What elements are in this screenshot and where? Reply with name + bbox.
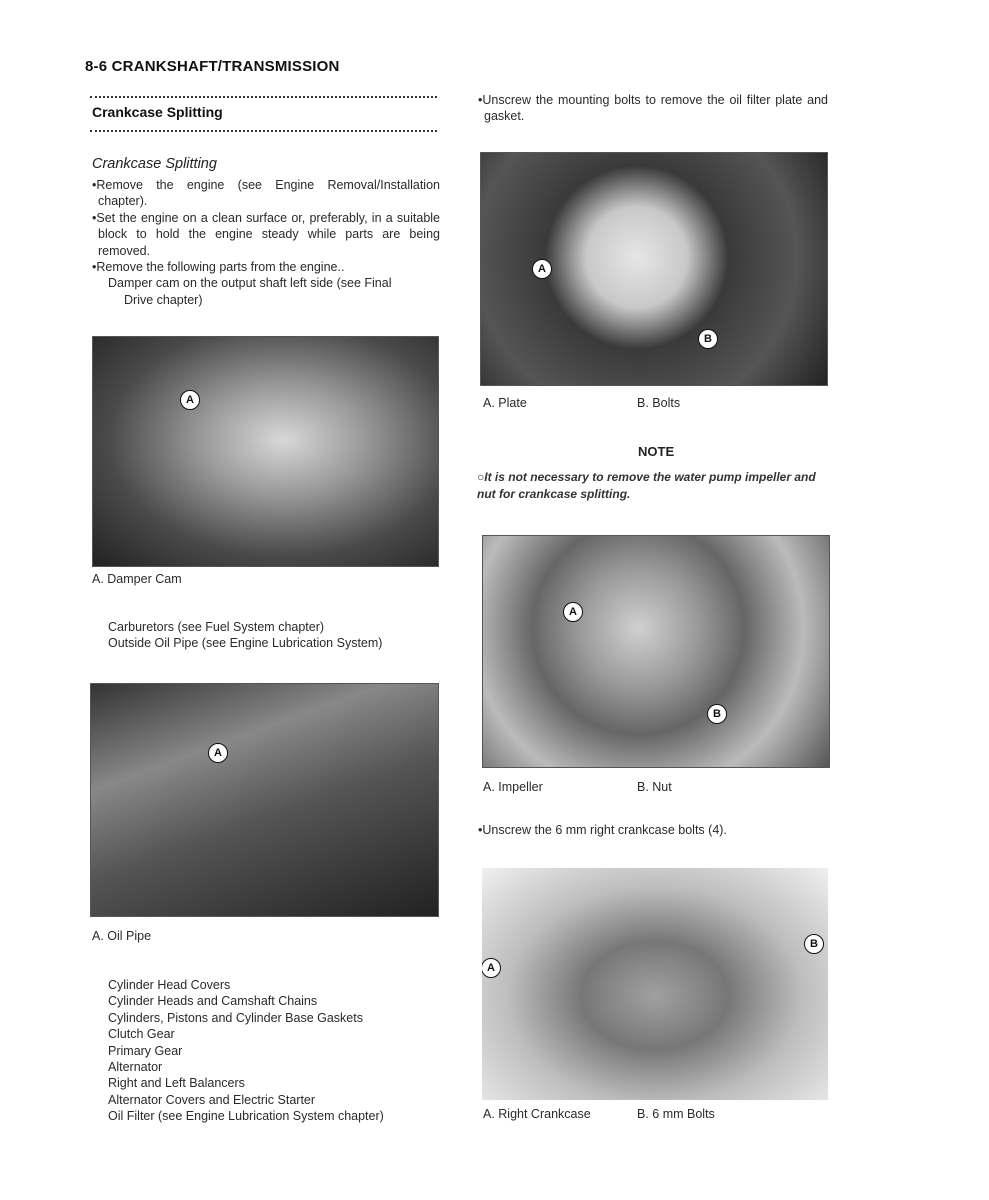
parts-list-mid <box>108 619 382 652</box>
bullet: •Remove the following parts from the engine.. <box>92 260 345 275</box>
callout-b: B <box>707 704 727 724</box>
photo-right-crankcase <box>482 868 828 1100</box>
list-item: Damper cam on the output shaft left side (see Final <box>108 276 392 291</box>
list-item: Cylinders, Pistons and Cylinder Base Gaskets <box>108 1010 363 1025</box>
subsection-title: Crankcase Splitting <box>92 156 217 172</box>
callout-b: B <box>698 329 718 349</box>
bullet: •Set the engine on a clean surface or, preferably, in a suitable block to hold the engine steady while parts are being removed. <box>92 210 440 258</box>
dotted-divider <box>90 130 437 132</box>
list-item: Carburetors (see Fuel System chapter) <box>108 620 325 634</box>
photo-oil-pipe <box>90 683 439 917</box>
caption: A. Oil Pipe <box>92 929 152 943</box>
list-item: Alternator Covers and Electric Starter <box>108 1092 316 1107</box>
caption: A. Damper Cam <box>92 572 182 586</box>
section-title: Crankcase Splitting <box>92 104 223 120</box>
list-item: Clutch Gear <box>108 1027 175 1042</box>
bullet: •Unscrew the 6 mm right crankcase bolts (4). <box>478 823 727 837</box>
caption-b: B. Bolts <box>637 396 681 410</box>
callout-a: A <box>563 602 583 622</box>
parts-list <box>108 977 384 1125</box>
list-item: Cylinder Head Covers <box>108 978 231 992</box>
note-text: ○It is not necessary to remove the water pump impeller and nut for crankcase splitting. <box>477 470 816 501</box>
caption-a: A. Plate <box>483 396 527 410</box>
list-item: Outside Oil Pipe (see Engine Lubrication System) <box>108 636 383 651</box>
page-header: 8-6 CRANKSHAFT/TRANSMISSION <box>85 58 340 75</box>
caption-b: B. 6 mm Bolts <box>637 1107 715 1121</box>
note-heading: NOTE <box>638 444 675 459</box>
list-item: Alternator <box>108 1060 163 1075</box>
left-bullets <box>92 177 440 308</box>
list-item: Oil Filter (see Engine Lubrication System chapter) <box>108 1109 384 1124</box>
list-item: Right and Left Balancers <box>108 1076 245 1091</box>
bullet: •Unscrew the mounting bolts to remove the oil filter plate and gasket. <box>478 93 828 124</box>
callout-b: B <box>804 934 824 954</box>
caption-b: B. Nut <box>637 780 672 794</box>
callout-a: A <box>208 743 228 763</box>
caption-a: A. Impeller <box>483 780 543 794</box>
photo-damper-cam <box>92 336 439 567</box>
photo-impeller <box>482 535 830 768</box>
list-item: Primary Gear <box>108 1043 183 1058</box>
photo-oil-filter-plate <box>480 152 828 386</box>
caption-a: A. Right Crankcase <box>483 1107 591 1121</box>
callout-a: A <box>180 390 200 410</box>
dotted-divider <box>90 96 437 98</box>
list-item: Cylinder Heads and Camshaft Chains <box>108 994 318 1009</box>
list-item: Drive chapter) <box>124 292 203 307</box>
callout-a: A <box>532 259 552 279</box>
callout-a: A <box>482 958 501 978</box>
bullet: •Remove the engine (see Engine Removal/Installation chapter). <box>92 178 440 209</box>
